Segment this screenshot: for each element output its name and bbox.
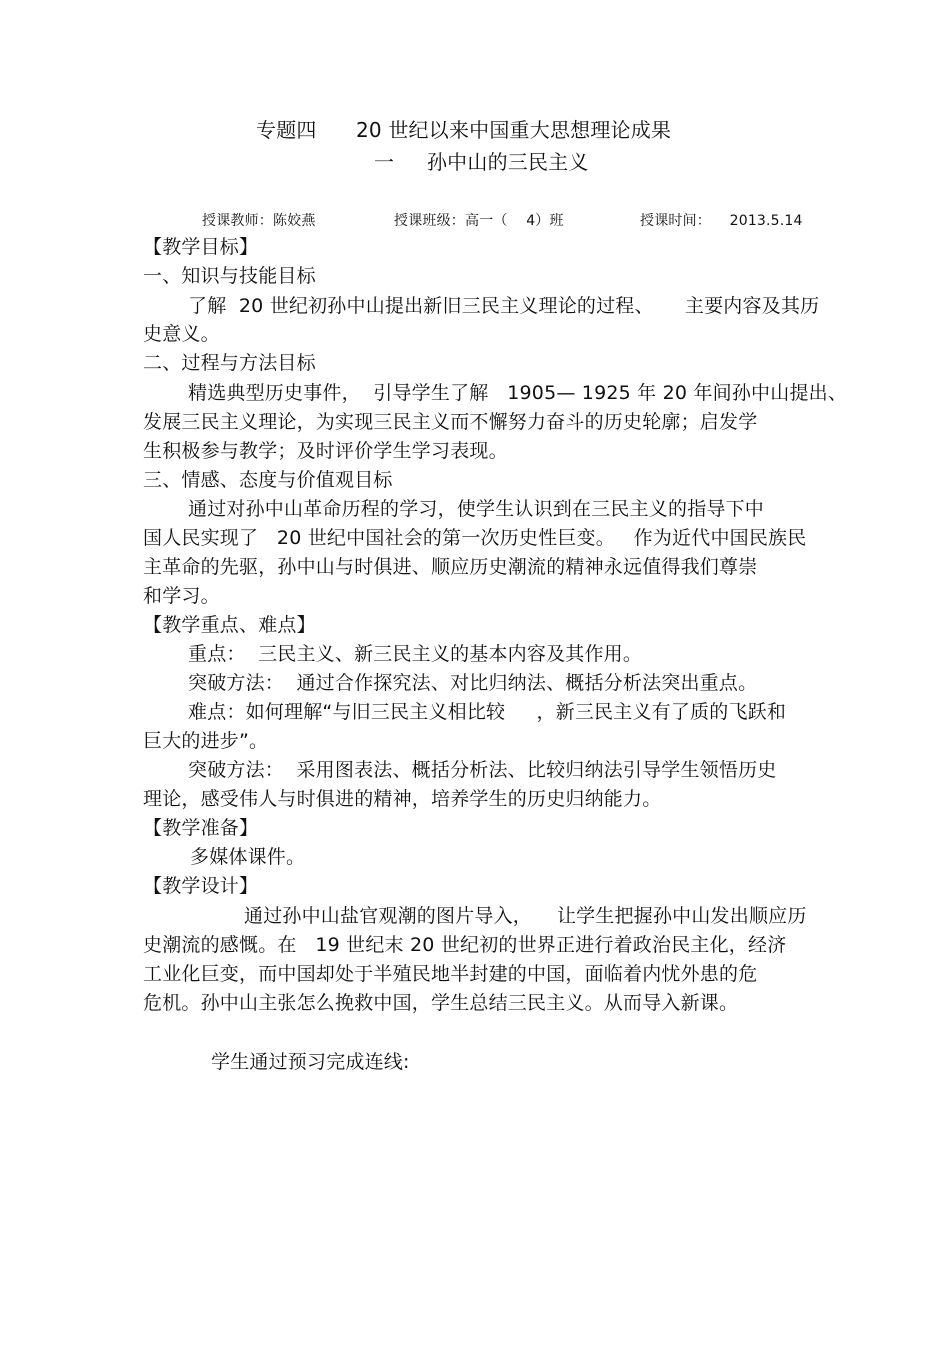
key-line-6: 理论，感受伟人与时俱进的精神，培养学生的历史归纳能力。 bbox=[143, 788, 662, 810]
design-line-2: 史潮流的感慨。在 19 世纪末 20 世纪初的世界正进行着政治民主化，经济 bbox=[143, 934, 787, 956]
goal3-line-1: 通过对孙中山革命历程的学习，使学生认识到在三民主义的指导下中 bbox=[188, 498, 765, 520]
meta-time: 授课时间： 2013.5.14 bbox=[640, 213, 803, 229]
key-line-5: 突破方法： 采用图表法、概括分析法、比较归纳法引导学生领悟历史 bbox=[188, 759, 777, 781]
goal3-title: 三、情感、态度与价值观目标 bbox=[143, 469, 393, 491]
prep-line-1: 多媒体课件。 bbox=[190, 846, 306, 868]
goal2-line-1: 精选典型历史事件， 引导学生了解 1905— 1925 年 20 年间孙中山提出、 bbox=[188, 382, 848, 404]
goals-header: 【教学目标】 bbox=[143, 236, 259, 258]
goal2-line-3: 生积极参与教学；及时评价学生学习表现。 bbox=[143, 440, 508, 462]
goal3-line-3: 主革命的先驱，孙中山与时俱进、顺应历史潮流的精神永远值得我们尊崇 bbox=[143, 556, 758, 578]
title-line-2: 一 孙中山的三民主义 bbox=[374, 150, 589, 174]
goal2-line-2: 发展三民主义理论，为实现三民主义而不懈努力奋斗的历史轮廓；启发学 bbox=[143, 411, 758, 433]
design-header: 【教学设计】 bbox=[143, 875, 259, 897]
goal3-line-2: 国人民实现了 20 世纪中国社会的第一次历史性巨变。 作为近代中国民族民 bbox=[143, 527, 807, 549]
key-line-4: 巨大的进步”。 bbox=[143, 730, 269, 752]
meta-teacher: 授课教师：陈姣燕 bbox=[202, 213, 316, 229]
design-line-1: 通过孙中山盐官观潮的图片导入， 让学生把握孙中山发出顺应历 bbox=[244, 905, 807, 927]
goal3-line-4: 和学习。 bbox=[143, 585, 220, 607]
title-line-1: 专题四 20 世纪以来中国重大思想理论成果 bbox=[256, 118, 672, 142]
goal2-title: 二、过程与方法目标 bbox=[143, 352, 316, 374]
goal1-line-1: 了解 20 世纪初孙中山提出新旧三民主义理论的过程、 主要内容及其历 bbox=[188, 295, 820, 317]
meta-class: 授课班级：高一（ 4）班 bbox=[394, 213, 564, 229]
key-line-1: 重点： 三民主义、新三民主义的基本内容及其作用。 bbox=[188, 643, 643, 665]
goal1-line-2: 史意义。 bbox=[143, 323, 220, 345]
goal1-title: 一、知识与技能目标 bbox=[143, 265, 316, 287]
design-line-5: 学生通过预习完成连线: bbox=[211, 1051, 410, 1073]
key-line-3: 难点：如何理解“与旧三民主义相比较 ，新三民主义有了质的飞跃和 bbox=[188, 701, 787, 723]
prep-header: 【教学准备】 bbox=[143, 817, 259, 839]
key-header: 【教学重点、难点】 bbox=[143, 614, 316, 636]
key-line-2: 突破方法： 通过合作探究法、对比归纳法、概括分析法突出重点。 bbox=[188, 672, 758, 694]
design-line-3: 工业化巨变，而中国却处于半殖民地半封建的中国，面临着内忧外患的危 bbox=[143, 963, 758, 985]
design-line-4: 危机。孙中山主张怎么挽救中国，学生总结三民主义。从而导入新课。 bbox=[143, 992, 739, 1014]
